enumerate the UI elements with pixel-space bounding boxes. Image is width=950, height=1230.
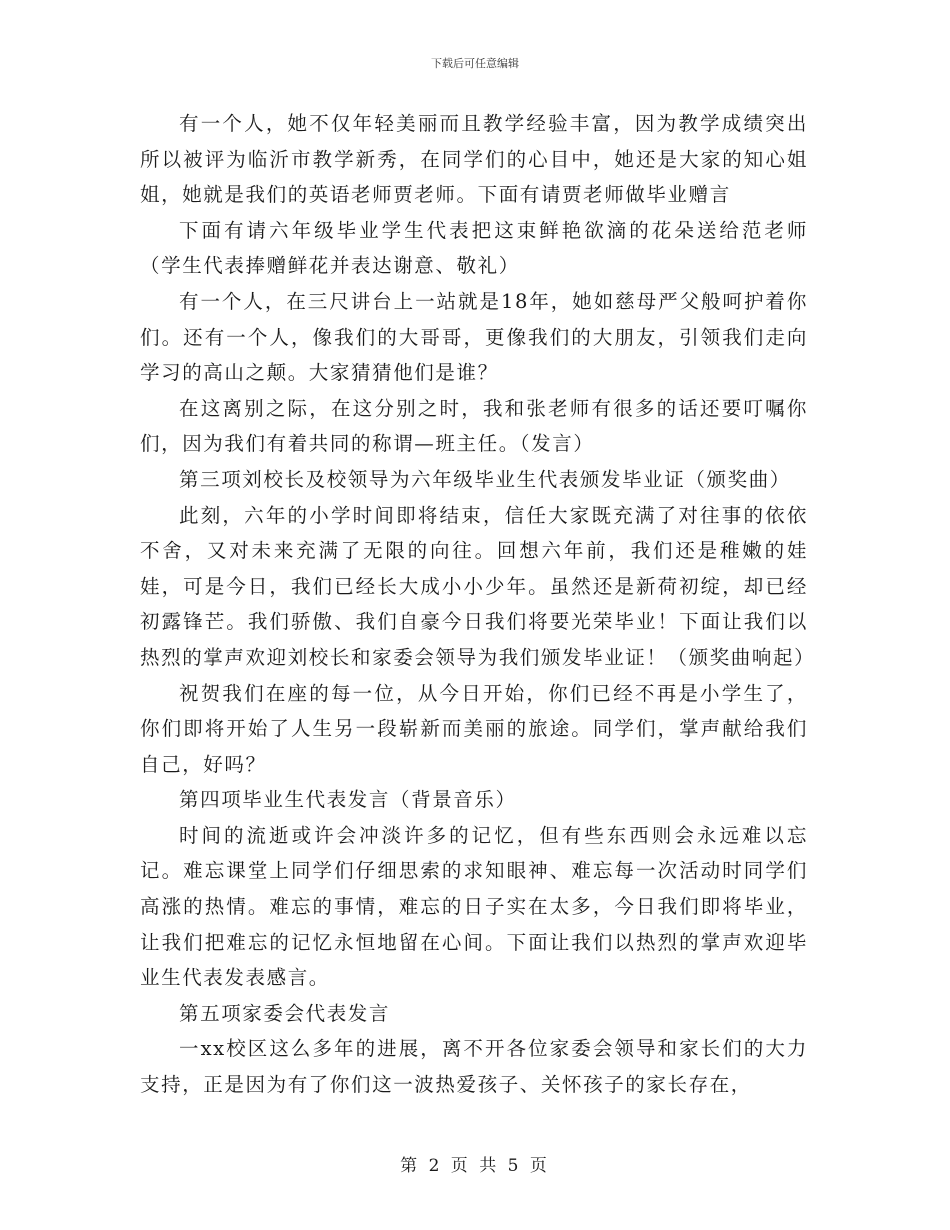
paragraph: 一xx校区这么多年的进展，离不开各位家委会领导和家长们的大力支持，正是因为有了你们这一波热爱孩子、关怀孩子的家长存在， <box>140 1037 808 1097</box>
paragraph: 有一个人，她不仅年轻美丽而且教学经验丰富，因为教学成绩突出所以被评为临沂市教学新秀，在同学们的心目中，她还是大家的知心姐姐，她就是我们的英语老师贾老师。下面有请贾老师做毕业赠言 <box>140 112 808 207</box>
paragraph: 此刻，六年的小学时间即将结束，信任大家既充满了对往事的依依不舍，又对未来充满了无限的向往。回想六年前，我们还是稚嫩的娃娃，可是今日，我们已经长大成小小少年。虽然还是新荷初绽，却已经初露锋芒。我们骄傲、我们自豪今日我们将要光荣毕业！下面让我们以热烈的掌声欢迎刘校长和家委会领导为我们颁发毕业证！（颁奖曲响起） <box>140 503 816 669</box>
page-number: 第 2 页 共 5 页 <box>400 1156 550 1176</box>
paragraph: 第三项刘校长及校领导为六年级毕业生代表颁发毕业证（颁奖曲） <box>179 467 791 491</box>
paragraph: 在这离别之际，在这分别之时，我和张老师有很多的话还要叮嘱你们，因为我们有着共同的称谓—班主任。（发言） <box>140 396 808 456</box>
paragraph: 第四项毕业生代表发言（背景音乐） <box>179 788 517 812</box>
paragraph: 时间的流逝或许会冲淡许多的记忆，但有些东西则会永远难以忘记。难忘课堂上同学们仔细思索的求知眼神、难忘每一次活动时同学们高涨的热情。难忘的事情，难忘的日子实在太多，今日我们即将毕业，让我们把难忘的记忆永恒地留在心间。下面让我们以热烈的掌声欢迎毕业生代表发表感言。 <box>140 823 808 990</box>
paragraph: 祝贺我们在座的每一位，从今日开始，你们已经不再是小学生了，你们即将开始了人生另一段崭新而美丽的旅途。同学们，掌声献给我们自己，好吗？ <box>140 681 808 776</box>
document-body <box>140 106 816 1103</box>
paragraph: 第五项家委会代表发言 <box>179 1001 391 1025</box>
paragraph: 有一个人，在三尺讲台上一站就是18年，她如慈母严父般呵护着你们。还有一个人，像我们的大哥哥，更像我们的大朋友，引领我们走向学习的高山之颠。大家猜猜他们是谁？ <box>140 289 808 385</box>
paragraph: 下面有请六年级毕业学生代表把这束鲜艳欲滴的花朵送给范老师（学生代表捧赠鲜花并表达谢意、敬礼） <box>140 218 808 278</box>
header-note: 下载后可任意编辑 <box>431 57 519 70</box>
